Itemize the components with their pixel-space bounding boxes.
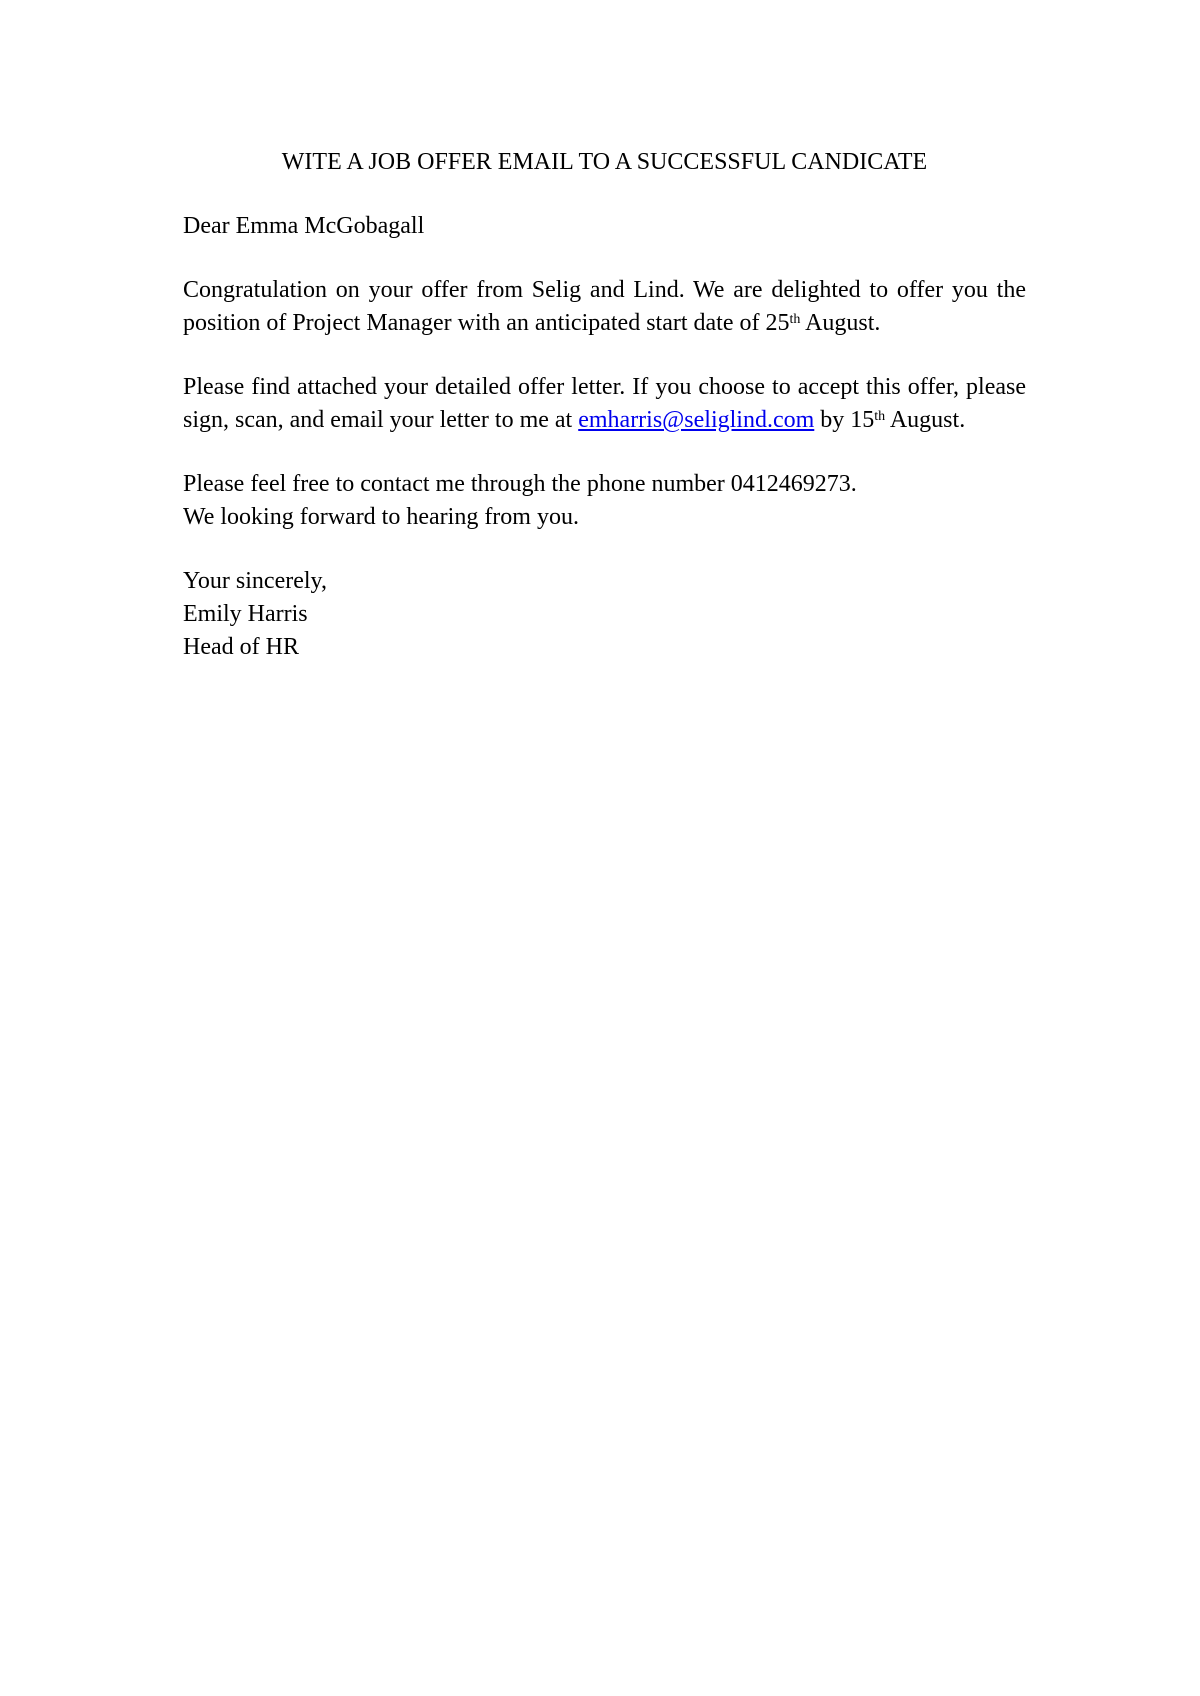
instructions-text: Please find attached your detailed offer letter. If you choose to accept this offer, please sign, scan, and email your letter to me at [183,374,1026,433]
signoff: Your sincerely, [183,568,327,594]
paragraph-instructions [183,371,1026,437]
deadline-month: August. [885,407,966,433]
deadline-text: by 15 [814,407,875,433]
letter-body [183,146,1026,695]
deadline-ordinal: th [874,409,886,424]
paragraph-contact [183,468,1026,534]
start-date-ordinal: th [789,312,801,327]
paragraph-offer [183,274,1026,340]
signature-block [183,565,1026,664]
email-link[interactable]: emharris@seliglind.com [578,407,815,433]
signer-position: Head of HR [183,634,299,660]
salutation: Dear Emma McGobagall [183,213,425,239]
offer-text: Congratulation on your offer from Selig and Lind. We are delighted to offer you the position of Project Manager with an anticipated start date of 25 [183,277,1026,336]
start-date-month: August. [800,310,881,336]
contact-line: Please feel free to contact me through the phone number 0412469273. [183,471,857,497]
document-title: WITE A JOB OFFER EMAIL TO A SUCCESSFUL CANDICATE [281,149,928,175]
signer-name: Emily Harris [183,601,308,627]
closing-line: We looking forward to hearing from you. [183,504,579,530]
